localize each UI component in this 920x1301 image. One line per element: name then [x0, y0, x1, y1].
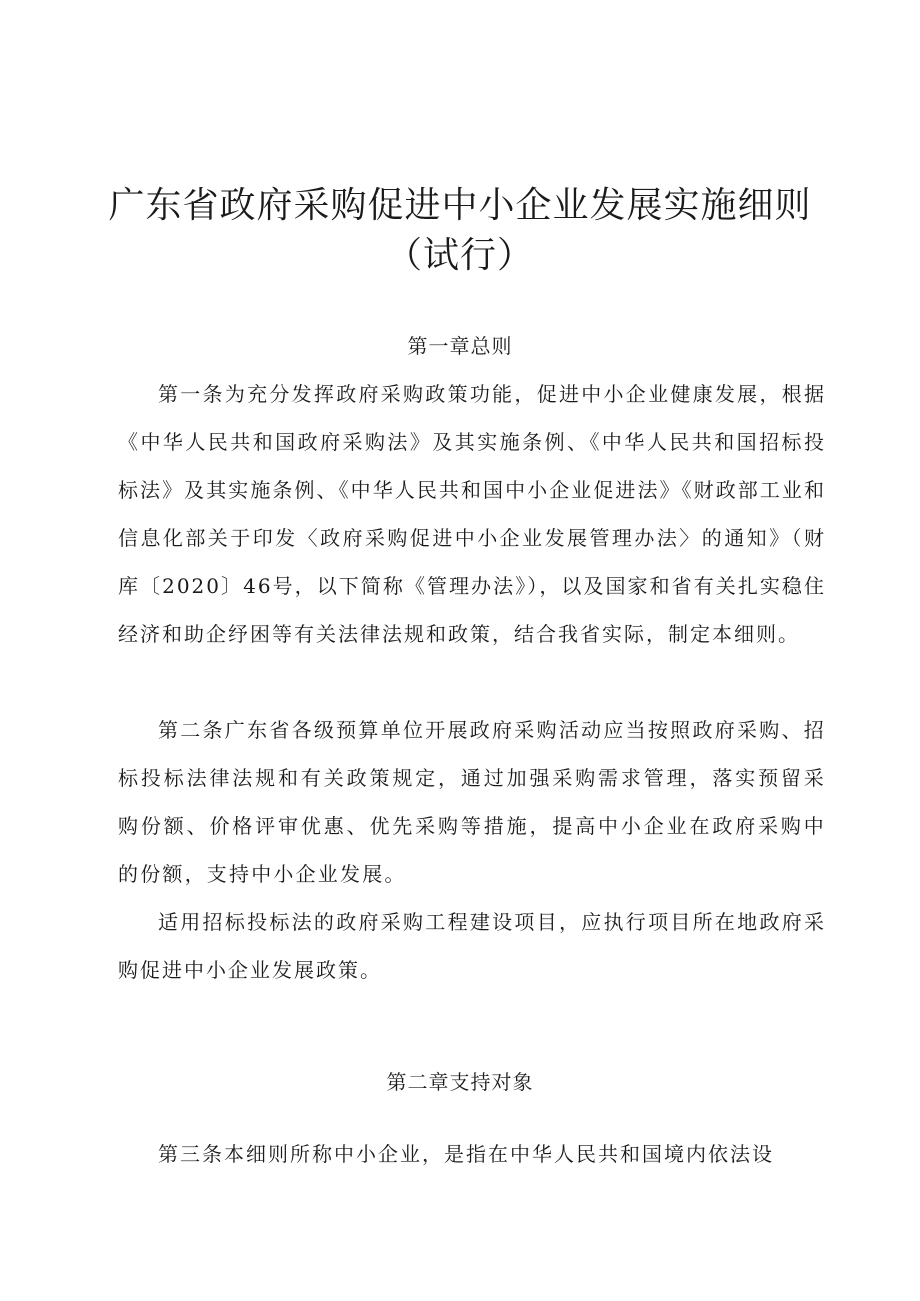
article-3-paragraph: 第三条本细则所称中小企业，是指在中华人民共和国境内依法设 [158, 1142, 774, 1166]
article-2-supplement-paragraph: 适用招标投标法的政府采购工程建设项目，应执行项目所在地政府采购促进中小企业发展政策。 [118, 910, 826, 982]
chapter-2-heading: 第二章支持对象 [386, 1070, 534, 1094]
article-2-paragraph: 第二条广东省各级预算单位开展政府采购活动应当按照政府采购、招标投标法律法规和有关政策规定，通过加强采购需求管理，落实预留采购份额、价格评审优惠、优先采购等措施，提高中小企业在政府采购中的份额，支持中小企业发展。 [118, 718, 826, 886]
article-1-paragraph: 第一条为充分发挥政府采购政策功能，促进中小企业健康发展，根据《中华人民共和国政府采购法》及其实施条例、《中华人民共和国招标投标法》及其实施条例、《中华人民共和国中小企业促进法》《财政部工业和信息化部关于印发〈政府采购促进中小企业发展管理办法〉的通知》（财库〔2020〕46号，以下简称《管理办法》），以及国家和省有关扎实稳住经济和助企纾困等有关法律法规和政策，结合我省实际，制定本细则。 [118, 382, 826, 646]
document-title: 广东省政府采购促进中小企业发展实施细则 [108, 185, 812, 226]
chapter-1-heading: 第一章总则 [407, 334, 513, 358]
document-subtitle: （试行） [385, 235, 534, 276]
